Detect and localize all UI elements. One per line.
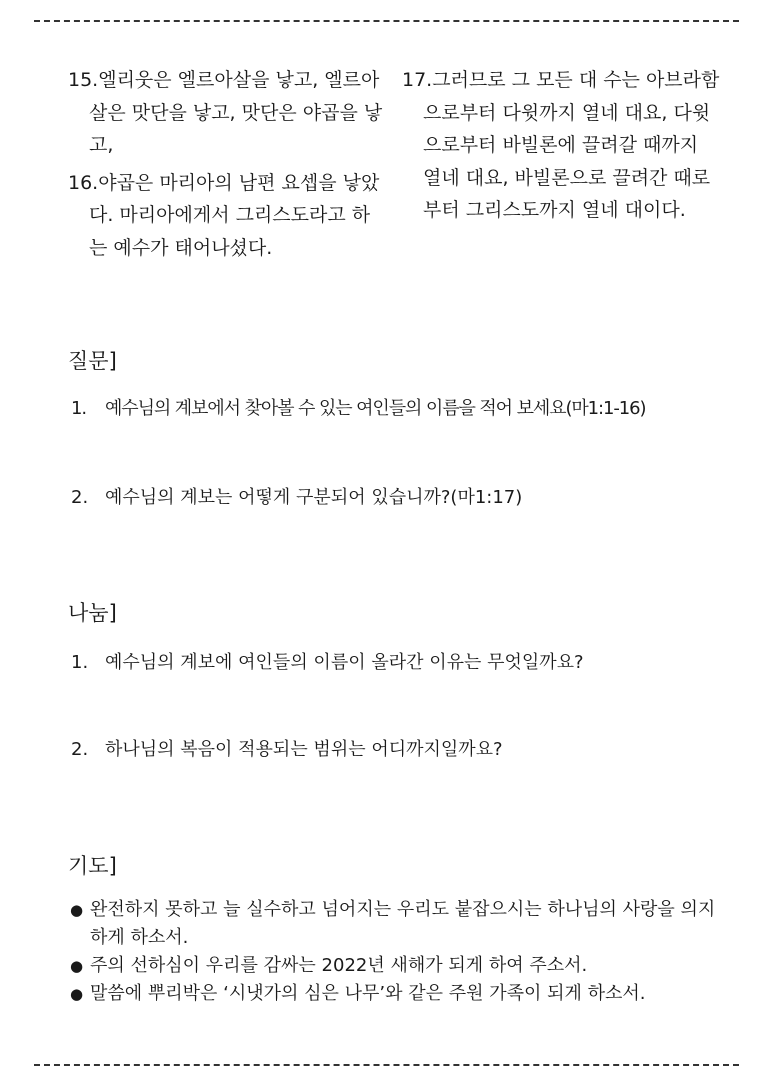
scripture-column-left <box>68 64 388 264</box>
question-text: 예수님의 계보는 어떻게 구분되어 있습니까?(마1:17) <box>105 487 523 508</box>
questions-heading: 질문] <box>68 349 117 373</box>
prayer-item <box>70 896 730 952</box>
sharing-text: 예수님의 계보에 여인들의 이름이 올라간 이유는 무엇일까요? <box>105 652 584 673</box>
prayer-text: 주의 선하심이 우리를 감싸는 2022년 새해가 되게 하여 주소서. <box>90 955 588 976</box>
verse-15: 15.엘리웃은 엘르아살을 낳고, 엘르아살은 맛단을 낳고, 맛단은 야곱을 낳고, <box>68 69 383 156</box>
question-number: 1. <box>71 398 86 419</box>
question-item <box>71 394 645 420</box>
sharing-text: 하나님의 복음이 적용되는 범위는 어디까지일까요? <box>105 739 503 760</box>
top-divider <box>34 20 739 22</box>
bullet-icon: ● <box>70 985 84 1003</box>
bottom-divider <box>34 1064 739 1066</box>
prayer-text: 완전하지 못하고 늘 실수하고 넘어지는 우리도 붙잡으시는 하나님의 사랑을 의지하게 하소서. <box>90 899 716 948</box>
sharing-number: 2. <box>71 739 89 760</box>
sharing-heading: 나눔] <box>68 601 117 625</box>
bullet-icon: ● <box>70 901 84 919</box>
verse-16: 16.야곱은 마리아의 남편 요셉을 낳았다. 마리아에게서 그리스도라고 하는 예수가 태어나셨다. <box>68 171 380 259</box>
question-item <box>71 483 522 509</box>
prayer-list <box>70 896 730 1008</box>
sharing-item <box>71 648 584 674</box>
scripture-column-right <box>402 64 722 227</box>
prayer-heading: 기도] <box>68 854 117 878</box>
question-text: 예수님의 계보에서 찾아볼 수 있는 여인들의 이름을 적어 보세요(마1:1-16) <box>105 398 646 419</box>
prayer-text: 말씀에 뿌리박은 ‘시냇가의 심은 나무’와 같은 주원 가족이 되게 하소서. <box>90 983 646 1004</box>
sharing-number: 1. <box>71 652 89 673</box>
prayer-item <box>70 952 730 980</box>
bullet-icon: ● <box>70 957 84 975</box>
verse-17: 17.그러므로 그 모든 대 수는 아브라함으로부터 다윗까지 열네 대요, 다윗으로부터 바빌론에 끌려갈 때까지 열네 대요, 바빌론으로 끌려간 때로부터 그리스도까지 열네 대이다. <box>402 69 720 221</box>
sharing-item <box>71 735 503 761</box>
question-number: 2. <box>71 487 89 508</box>
prayer-item <box>70 980 730 1008</box>
